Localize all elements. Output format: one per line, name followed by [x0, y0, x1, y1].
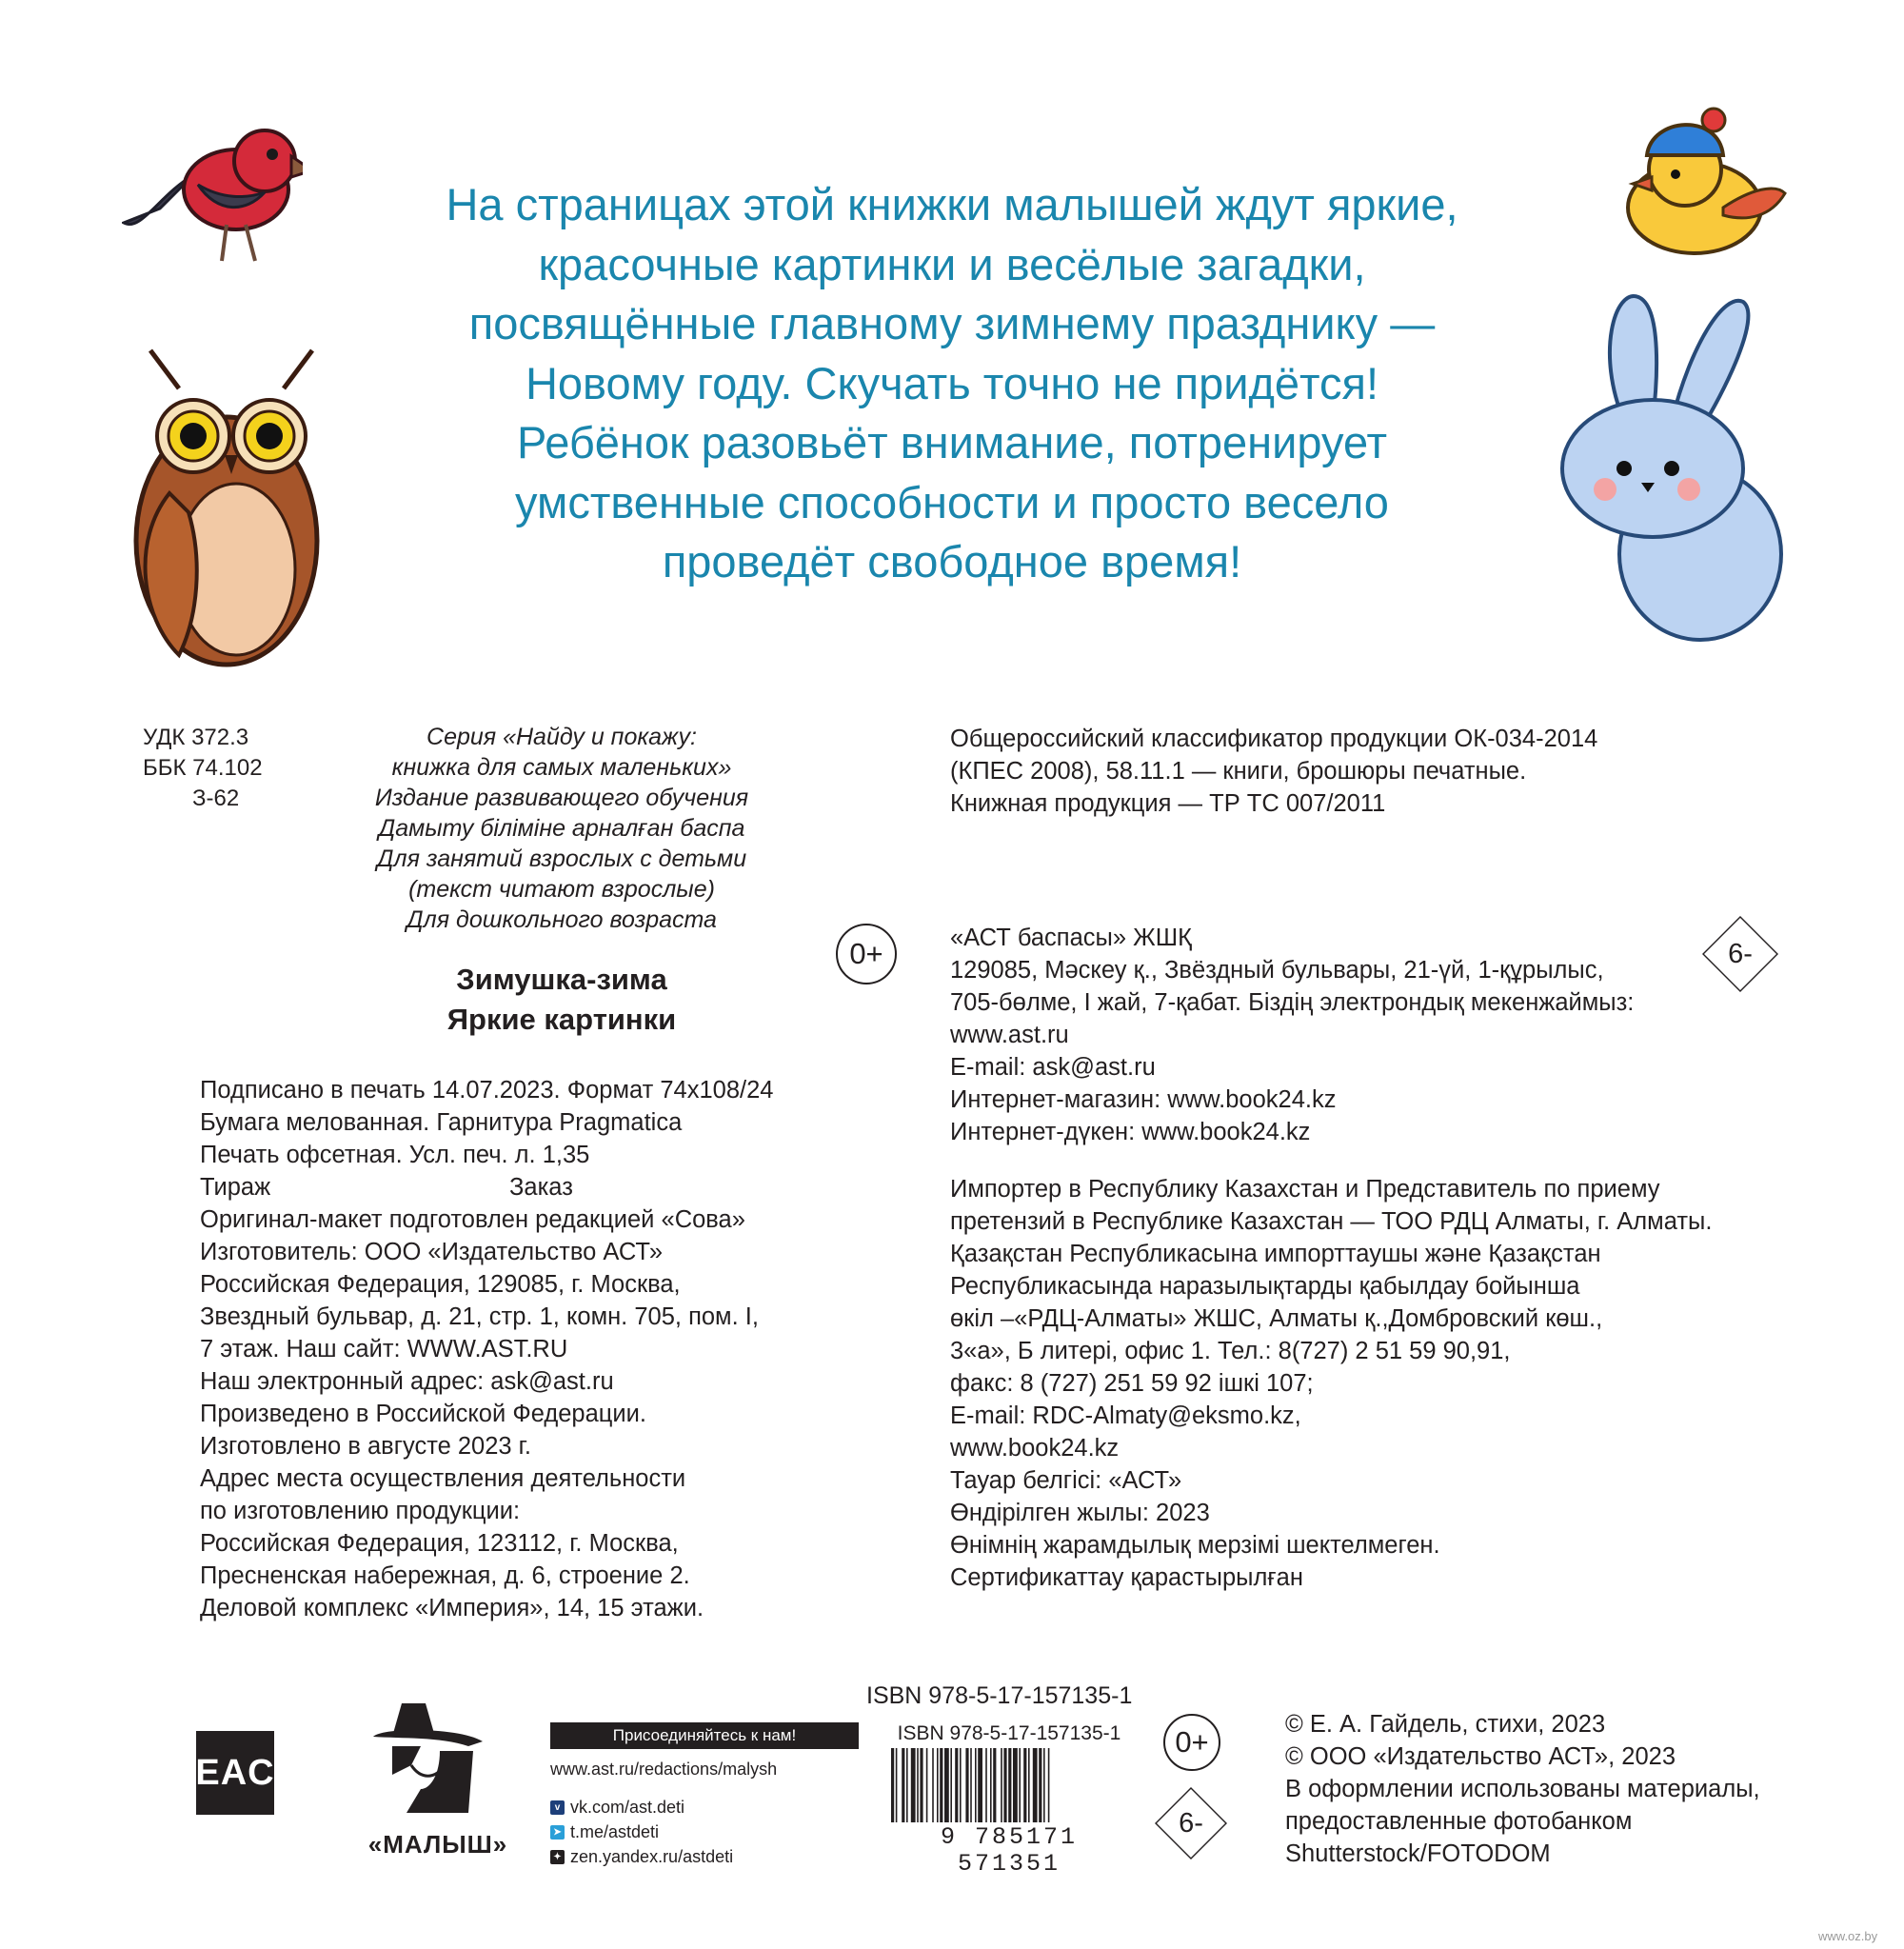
- importer-info: [950, 1173, 1712, 1594]
- importer-line: Тауар белгісі: «АСТ»: [950, 1467, 1182, 1494]
- copyright-line: © ООО «Издательство АСТ», 2023: [1285, 1743, 1676, 1770]
- udk-code: УДК 372.3: [143, 725, 249, 750]
- book-title: [362, 960, 762, 1040]
- bunny-illustration: [1557, 278, 1795, 649]
- social-link-label: t.me/astdeti: [570, 1822, 660, 1841]
- print-info: [200, 1074, 773, 1624]
- barcode-bar: [1001, 1748, 1002, 1822]
- barcode-bar: [940, 1748, 942, 1822]
- barcode-bar: [1008, 1748, 1011, 1822]
- importer-line: Өнімнің жарамдылық мерзімі шектелмеген.: [950, 1532, 1440, 1559]
- importer-line: Импортер в Республику Казахстан и Представитель по приему: [950, 1176, 1660, 1203]
- zen-icon: ✦: [550, 1850, 565, 1864]
- malysh-logo-text: «МАЛЫШ»: [367, 1830, 508, 1859]
- title-line-1: Зимушка-зима: [456, 963, 667, 996]
- age-rating-circle: [836, 924, 897, 984]
- barcode-bar: [985, 1748, 987, 1822]
- blurb-line: На страницах этой книжки малышей ждут яркие,: [446, 179, 1458, 229]
- barcode-bar: [1033, 1748, 1038, 1822]
- importer-line: 3«а», Б литері, офис 1. Тел.: 8(727) 2 51 59 90,91,: [950, 1338, 1511, 1364]
- barcode-bar: [932, 1748, 934, 1822]
- copyright-info: [1285, 1708, 1760, 1870]
- barcode-bar: [975, 1748, 977, 1822]
- barcode-bar: [955, 1748, 958, 1822]
- order-label: Заказ: [509, 1174, 573, 1201]
- barcode-bar: [896, 1748, 898, 1822]
- publisher-line: Интернет-магазин: www.book24.kz: [950, 1086, 1337, 1113]
- classifier-line: Общероссийский классификатор продукции ОК-034-2014: [950, 726, 1598, 752]
- owl-illustration: [112, 331, 331, 684]
- blurb-line: Ребёнок разовьёт внимание, потренирует: [516, 417, 1388, 467]
- barcode-bar: [970, 1748, 972, 1822]
- barcode-isbn-label: ISBN 978-5-17-157135-1: [897, 1722, 1121, 1744]
- watermark: www.oz.by: [1818, 1929, 1878, 1943]
- importer-line: Республикасында наразылықтарды қабылдау бойынша: [950, 1273, 1580, 1300]
- publisher-line: E-mail: ask@ast.ru: [950, 1054, 1156, 1081]
- title-line-2: Яркие картинки: [446, 1003, 677, 1036]
- site-link[interactable]: www.ast.ru/redactions/malysh: [550, 1760, 778, 1779]
- blurb-line: Новому году. Скучать точно не придётся!: [525, 357, 1379, 408]
- social-link-label: vk.com/ast.deti: [570, 1798, 685, 1817]
- importer-line: Сертификаттау қарастырылған: [950, 1564, 1303, 1591]
- classifier-info: [950, 723, 1597, 820]
- print-line: 7 этаж. Наш сайт: WWW.AST.RU: [200, 1336, 568, 1362]
- barcode-bar: [1043, 1748, 1045, 1822]
- barcode-bar: [993, 1748, 996, 1822]
- barcode-digits: 9 785171 571351: [940, 1823, 1079, 1878]
- print-line: Подписано в печать 14.07.2023. Формат 74х108/24: [200, 1077, 774, 1104]
- print-line: Российская Федерация, 129085, г. Москва,: [200, 1271, 681, 1298]
- age-rating-circle-bottom: [1163, 1714, 1220, 1771]
- series-line: Серия «Найду и покажу:: [426, 724, 697, 750]
- print-line: Произведено в Российской Федерации.: [200, 1401, 646, 1427]
- print-line: Бумага мелованная. Гарнитура Pragmatica: [200, 1109, 683, 1136]
- barcode-bar: [1039, 1748, 1041, 1822]
- print-line: Пресненская набережная, д. 6, строение 2.: [200, 1562, 690, 1589]
- blurb-line: посвящённые главному зимнему празднику —: [468, 298, 1436, 348]
- print-line: Оригинал-макет подготовлен редакцией «Сова»: [200, 1206, 745, 1233]
- barcode-bar: [920, 1748, 922, 1822]
- social-link-label: zen.yandex.ru/astdeti: [570, 1847, 734, 1866]
- barcode-bar: [978, 1748, 982, 1822]
- barcode-bar: [937, 1748, 939, 1822]
- importer-line: E-mail: RDC-Almaty@eksmo.kz,: [950, 1402, 1301, 1429]
- publisher-line: 129085, Мәскеу қ., Звёздный бульвары, 21-үй, 1-құрылыс,: [950, 957, 1604, 984]
- print-line: Наш электронный адрес: ask@ast.ru: [200, 1368, 614, 1395]
- publisher-line: 705-бөлме, I жай, 7-қабат. Біздің электрондық мекенжаймыз:: [950, 989, 1635, 1016]
- vk-icon: v: [550, 1800, 565, 1815]
- social-link-zen[interactable]: [550, 1844, 777, 1869]
- barcode-bar: [1003, 1748, 1006, 1822]
- series-line: Для занятий взрослых с детьми: [376, 845, 747, 872]
- barcode-bar: [1013, 1748, 1018, 1822]
- publisher-line: www.ast.ru: [950, 1022, 1069, 1048]
- publisher-kz-info: [950, 922, 1634, 1148]
- eac-mark: [196, 1731, 274, 1815]
- importer-line: факс: 8 (727) 251 59 92 ішкі 107;: [950, 1370, 1314, 1397]
- barcode-bar: [902, 1748, 904, 1822]
- importer-line: Қазақстан Республикасына импорттаушы және Қазақстан: [950, 1241, 1601, 1267]
- age-rating-diamond: [1702, 916, 1778, 992]
- blurb-line: проведёт свободное время!: [662, 536, 1242, 587]
- malysh-logo-icon: [354, 1699, 526, 1832]
- series-line: книжка для самых маленьких»: [391, 754, 732, 781]
- barcode-bar: [891, 1748, 894, 1822]
- publisher-line: «АСТ баспасы» ЖШҚ: [950, 925, 1192, 951]
- copyright-line: В оформлении использованы материалы,: [1285, 1776, 1760, 1802]
- print-line: Печать офсетная. Усл. печ. л. 1,35: [200, 1142, 590, 1168]
- circulation-order-row: [200, 1171, 773, 1203]
- barcode-bar: [965, 1748, 968, 1822]
- classifier-line: Книжная продукция — ТР ТС 007/2011: [950, 790, 1386, 817]
- series-line: (текст читают взрослые): [408, 876, 715, 903]
- author-mark: З-62: [192, 786, 240, 811]
- join-banner-label: Присоединяйтесь к нам!: [612, 1726, 797, 1744]
- blurb-line: красочные картинки и весёлые загадки,: [538, 238, 1366, 289]
- print-line: Изготовитель: ООО «Издательство АСТ»: [200, 1239, 664, 1265]
- book-blurb: [362, 175, 1542, 592]
- importer-line: претензий в Республике Казахстан — ТОО РДЦ Алматы, г. Алматы.: [950, 1208, 1713, 1235]
- age-rating-label: 0+: [1175, 1725, 1209, 1759]
- barcode-bar: [1023, 1748, 1026, 1822]
- isbn-barcode: [885, 1721, 1133, 1878]
- print-line: Изготовлено в августе 2023 г.: [200, 1433, 531, 1460]
- series-line: Для дошкольного возраста: [407, 906, 717, 933]
- barcode-bar: [960, 1748, 962, 1822]
- blurb-line: умственные способности и просто весело: [515, 476, 1389, 527]
- print-line: Звездный бульвар, д. 21, стр. 1, комн. 705, пом. I,: [200, 1303, 759, 1330]
- copyright-line: предоставленные фотобанком: [1285, 1808, 1633, 1835]
- importer-line: Өндірілген жылы: 2023: [950, 1500, 1210, 1526]
- social-link-vk[interactable]: [550, 1795, 777, 1820]
- barcode-bar: [1028, 1748, 1030, 1822]
- publisher-line: Интернет-дүкен: www.book24.kz: [950, 1119, 1311, 1145]
- importer-line: www.book24.kz: [950, 1435, 1120, 1462]
- isbn-top: ISBN 978-5-17-157135-1: [866, 1682, 1133, 1709]
- importer-line: өкіл –«РДЦ-Алматы» ЖШС, Алматы қ.,Домбровский көш.,: [950, 1305, 1603, 1332]
- barcode-bar: [906, 1748, 908, 1822]
- barcode-bar: [944, 1748, 949, 1822]
- series-line: Издание развивающего обучения: [374, 785, 749, 811]
- barcode-bar: [917, 1748, 919, 1822]
- print-line: Российская Федерация, 123112, г. Москва,: [200, 1530, 679, 1557]
- join-banner: [550, 1722, 859, 1749]
- red-bird-illustration: [122, 118, 303, 270]
- barcode-bar: [926, 1748, 928, 1822]
- print-line: Адрес места осуществления деятельности: [200, 1465, 686, 1492]
- barcode-bar: [950, 1748, 952, 1822]
- age-rating-label: 6-: [1728, 938, 1753, 969]
- yellow-bird-illustration: [1609, 103, 1790, 265]
- barcode-bar: [911, 1748, 916, 1822]
- classification-codes: [143, 723, 263, 814]
- barcode-bar: [990, 1748, 992, 1822]
- eac-mark-text: EAC: [195, 1752, 275, 1793]
- barcode-bars: [885, 1746, 1133, 1824]
- age-rating-label: 6-: [1179, 1807, 1203, 1839]
- social-links: [550, 1757, 777, 1869]
- print-line: по изготовлению продукции:: [200, 1498, 521, 1524]
- age-rating-label: 0+: [849, 937, 883, 970]
- barcode-bar: [1048, 1748, 1050, 1822]
- series-info: [324, 722, 800, 935]
- print-line: Деловой комплекс «Империя», 14, 15 этажи.: [200, 1595, 704, 1621]
- classifier-line: (КПЕС 2008), 58.11.1 — книги, брошюры печатные.: [950, 758, 1527, 785]
- bbk-code: ББК 74.102: [143, 755, 263, 781]
- barcode-bar: [1019, 1748, 1021, 1822]
- social-link-telegram[interactable]: [550, 1820, 777, 1844]
- age-rating-diamond-bottom: [1155, 1787, 1227, 1860]
- copyright-line: Shutterstock/FOTODOM: [1285, 1840, 1551, 1867]
- series-line: Дамыту біліміне арналған баспа: [378, 815, 745, 842]
- circulation-label: Тираж: [200, 1174, 271, 1201]
- copyright-line: © Е. А. Гайдель, стихи, 2023: [1285, 1711, 1606, 1738]
- telegram-icon: ➤: [550, 1825, 565, 1840]
